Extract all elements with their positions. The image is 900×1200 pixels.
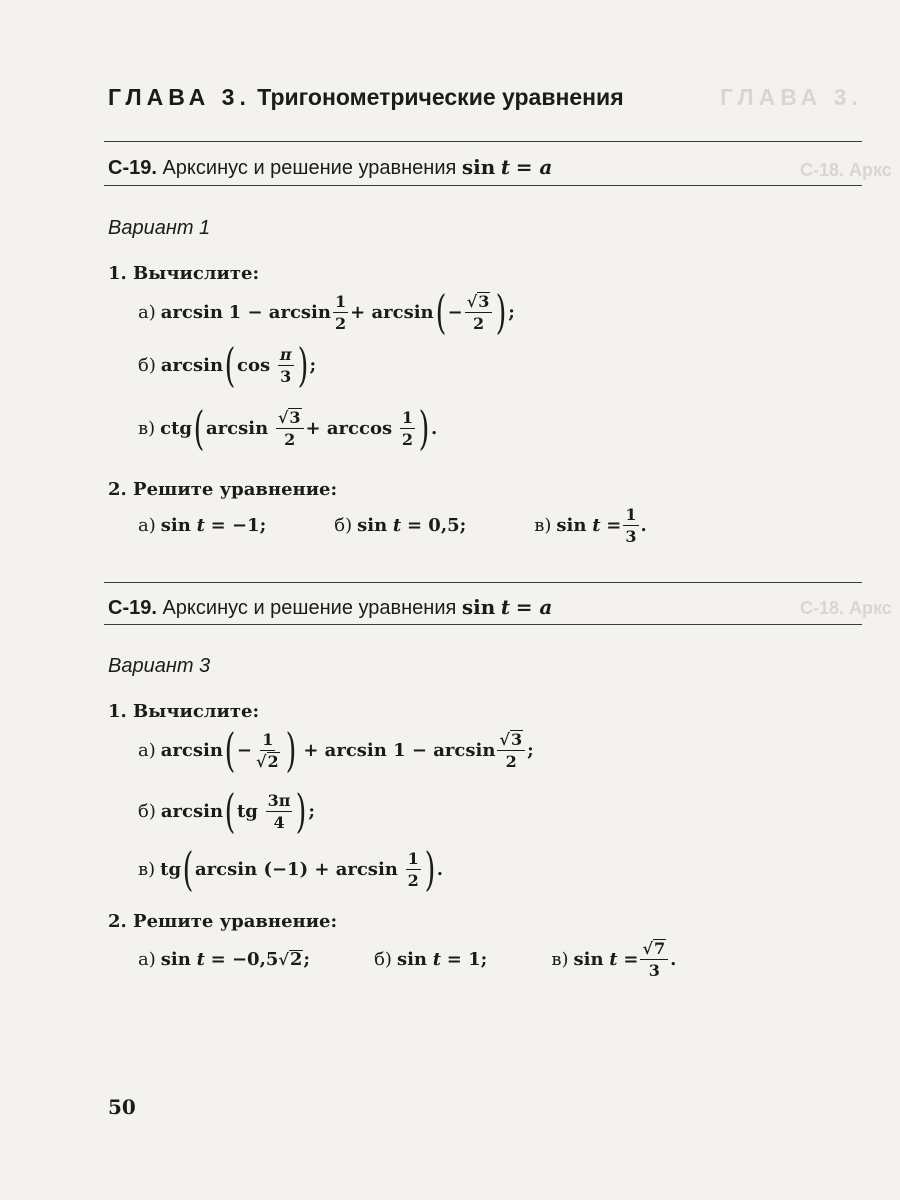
exercise-line xyxy=(138,402,437,454)
paren-left: ( xyxy=(224,338,236,392)
math-text: 1 − arcsin xyxy=(228,301,331,323)
math-text: sin xyxy=(160,948,191,970)
paren-right: ) xyxy=(418,401,430,455)
math-text: arcsin xyxy=(160,354,224,376)
paren-right: ) xyxy=(297,338,308,392)
bleed-through-text: С-18. Аркс xyxy=(800,160,892,180)
chapter-heading xyxy=(108,84,624,111)
math-text: . xyxy=(436,858,443,880)
math-text: = xyxy=(606,514,622,536)
square-root: √ 2 xyxy=(278,948,303,970)
section-rule-bottom xyxy=(104,185,862,186)
section-name: Арксинус и решение уравнения xyxy=(162,157,457,179)
section-eq-tail: = a xyxy=(515,155,553,179)
math-text: − xyxy=(447,301,463,323)
math-text: = −0,5 xyxy=(210,948,279,970)
item-label: а) xyxy=(138,301,156,323)
item-label: в) xyxy=(534,514,552,536)
math-text: arcsin xyxy=(205,417,269,439)
chapter-label: ГЛАВА 3. xyxy=(108,84,251,110)
math-text: − xyxy=(236,739,252,761)
item-label: б) xyxy=(374,948,392,970)
math-var: t xyxy=(196,514,205,536)
math-text: ; xyxy=(508,301,515,323)
math-text: + arcsin 1 − arcsin xyxy=(303,739,496,761)
math-var: t xyxy=(196,948,205,970)
variant-heading: Вариант 1 xyxy=(108,217,211,239)
section-rule-top xyxy=(104,141,862,142)
task-heading: 1. Вычислите: xyxy=(108,263,260,284)
task-heading: 2. Решите уравнение: xyxy=(108,911,338,932)
item-label: в) xyxy=(138,417,156,439)
math-text: sin xyxy=(160,514,191,536)
exercise-line xyxy=(138,786,315,836)
math-text: sin xyxy=(573,948,604,970)
fraction: √ 3 2 xyxy=(497,730,525,771)
fraction: √ 3 2 xyxy=(276,408,304,449)
math-text: + arccos xyxy=(305,417,393,439)
section-eq-fn: sin xyxy=(461,155,496,179)
bleed-through-text: С-18. Аркс xyxy=(800,598,892,618)
math-text: ; xyxy=(303,948,311,970)
task-heading: 1. Вычислите: xyxy=(108,701,260,722)
item-label: в) xyxy=(551,948,569,970)
math-text: + arcsin xyxy=(350,301,434,323)
paren-left: ( xyxy=(224,723,236,777)
fraction: 1 √ 2 xyxy=(255,729,279,771)
section-eq-tail: = a xyxy=(515,595,553,619)
item-label: а) xyxy=(138,514,156,536)
section-eq-fn: sin xyxy=(461,595,496,619)
fraction: $\frac{1}{3}$ xyxy=(625,504,637,546)
paren-left: ( xyxy=(435,285,447,339)
paren-right: ) xyxy=(296,784,307,838)
section-title xyxy=(108,595,552,620)
fraction: √ 3 2 xyxy=(465,292,493,333)
math-var: t xyxy=(392,514,402,536)
exercise-line xyxy=(138,844,443,894)
section-number: С-19. xyxy=(108,597,157,619)
math-text: . xyxy=(430,417,438,439)
variant-heading: Вариант 3 xyxy=(108,655,211,677)
math-text: tg xyxy=(236,800,258,822)
paren-left: ( xyxy=(224,784,236,838)
math-text: sin xyxy=(357,514,388,536)
paren-left: ( xyxy=(182,842,194,896)
fraction: $\frac{3\pi}{4}$ xyxy=(267,790,291,832)
math-text: ctg xyxy=(160,417,193,439)
exercise-line xyxy=(138,722,534,778)
math-text: = 1; xyxy=(446,948,488,970)
section-number: С-19. xyxy=(108,157,157,179)
math-var: t xyxy=(609,948,618,970)
section-name: Арксинус и решение уравнения xyxy=(162,597,457,619)
paren-left: ( xyxy=(193,401,205,455)
section-rule-top xyxy=(104,582,862,583)
exercise-line xyxy=(138,934,778,984)
page-number: 50 xyxy=(108,1095,136,1119)
math-text: ; xyxy=(308,800,316,822)
math-text: arcsin xyxy=(160,739,223,761)
math-text: = −1; xyxy=(210,514,267,536)
chapter-title: Тригонометрические уравнения xyxy=(257,84,624,110)
math-text: arcsin xyxy=(160,301,223,323)
fraction: $\frac{1}{2}$ xyxy=(407,848,419,890)
item-label: а) xyxy=(138,739,156,761)
math-text: sin xyxy=(556,514,587,536)
math-text: arcsin (−1) + arcsin xyxy=(195,858,398,880)
math-var: t xyxy=(432,948,442,970)
task-heading: 2. Решите уравнение: xyxy=(108,479,338,500)
paren-right: ) xyxy=(495,285,507,339)
exercise-line xyxy=(138,340,316,390)
bleed-through-text: ГЛАВА 3. xyxy=(720,84,863,110)
math-text: arcsin xyxy=(160,800,224,822)
fraction: $\frac{1}{2}$ xyxy=(401,407,413,449)
fraction: $\frac{\pi}{3}$ xyxy=(279,344,292,386)
math-var: t xyxy=(592,514,601,536)
item-label: б) xyxy=(138,354,156,376)
math-text: = 0,5; xyxy=(406,514,467,536)
item-label: б) xyxy=(138,800,156,822)
math-text: . xyxy=(670,948,677,970)
math-text: tg xyxy=(160,858,182,880)
math-text: sin xyxy=(396,948,427,970)
math-text: . xyxy=(640,514,647,536)
paren-right: ) xyxy=(424,842,436,896)
section-eq-var: t xyxy=(500,155,511,179)
paren-right: ) xyxy=(285,723,297,777)
math-text: ; xyxy=(527,739,534,761)
math-text: ; xyxy=(309,354,317,376)
fraction: $\frac{1}{2}$ xyxy=(334,291,347,333)
item-label: в) xyxy=(138,858,156,880)
section-title xyxy=(108,155,552,180)
math-text: = xyxy=(623,948,639,970)
exercise-line xyxy=(138,502,758,548)
section-rule-bottom xyxy=(104,624,862,625)
fraction: √ 7 3 xyxy=(640,939,668,980)
math-text: cos xyxy=(236,354,271,376)
exercise-line xyxy=(138,287,515,337)
section-eq-var: t xyxy=(500,595,511,619)
item-label: б) xyxy=(334,514,353,536)
item-label: а) xyxy=(138,948,156,970)
